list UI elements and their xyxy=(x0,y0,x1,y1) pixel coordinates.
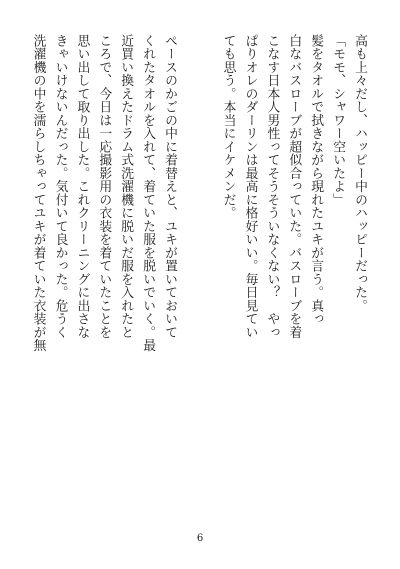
text-line: 白なバスローブが超似合っていた。バスローブを着 xyxy=(286,34,302,339)
text-line: ころで、今日は一応撮影用の衣装を着ていたことを xyxy=(96,34,112,339)
text-block-right xyxy=(216,34,370,508)
text-line xyxy=(216,34,217,508)
text-line: 思い出して取り出した。これクリーニングに出さな xyxy=(74,34,90,339)
text-line: きゃいけないんだった。気付いて良かった。危うく xyxy=(52,34,68,339)
text-line: 「モモ、シャワー空いたよ」 xyxy=(330,34,346,207)
text-line: 近買い換えたドラム式洗濯機に脱いだ服を入れたと xyxy=(118,34,134,339)
text-line: 洗濯機の中を濡らしちゃってユキが着ていた衣装が無 xyxy=(30,34,46,352)
page-number: 6 xyxy=(196,533,204,544)
text-block-left xyxy=(26,34,180,508)
text-line: ペースのかごの中に着替えと、ユキが置いておいて xyxy=(162,34,177,339)
text-line: ても思う。本当にイケメンだ。 xyxy=(220,34,236,220)
text-line xyxy=(26,34,27,508)
text-line: こなす日本人男性ってそうそういなくない？ やっ xyxy=(264,34,280,339)
text-line: 高も上々だし、ハッピー中のハッピーだった。 xyxy=(352,34,367,313)
text-line: くれたタオルを入れて、着ていた服を脱いでいく。最 xyxy=(140,34,156,352)
text-line: 髪をタオルで拭きながら現れたユキが言う。真っ xyxy=(308,34,324,326)
text-line: ぱりオレのダーリンは最高に格好いい。毎日見てい xyxy=(242,34,258,339)
